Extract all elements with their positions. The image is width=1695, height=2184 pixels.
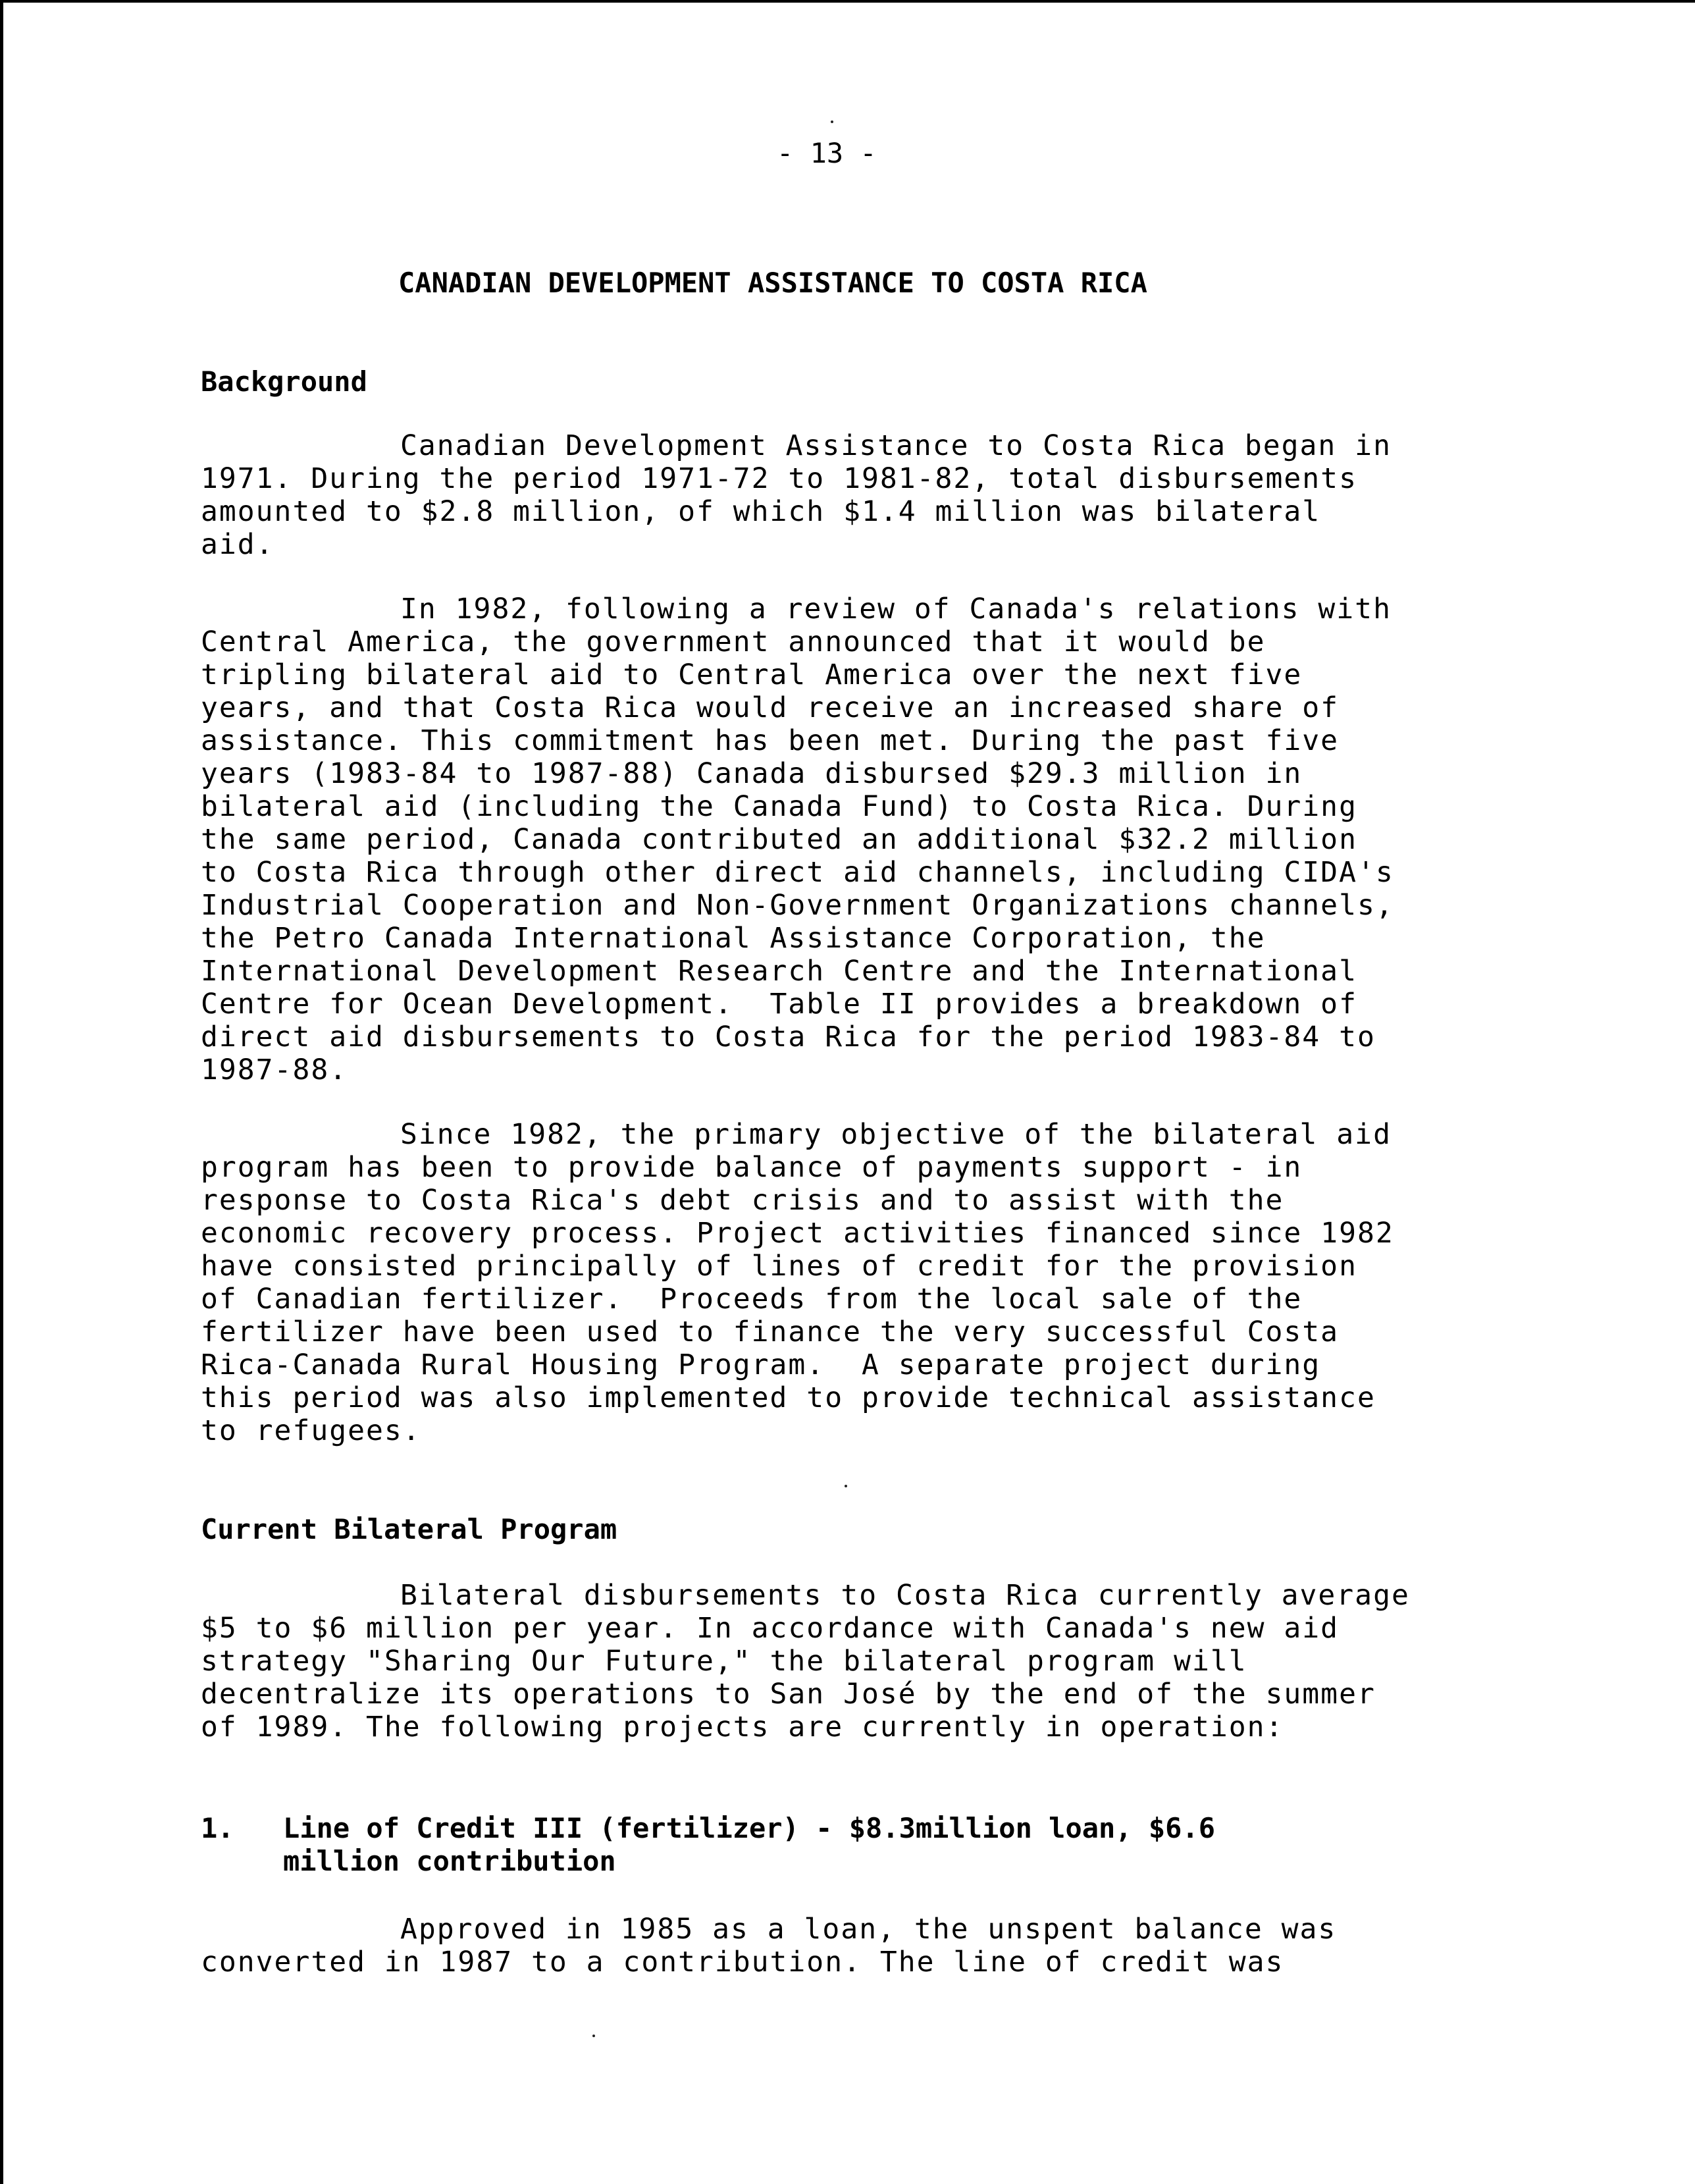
scan-speck — [592, 2035, 595, 2037]
paragraph-line: the Petro Canada International Assistance Corporation, the — [201, 922, 1266, 955]
paragraph-line: response to Costa Rica's debt crisis and to assist with the — [201, 1184, 1284, 1217]
item-title-line: million contribution — [283, 1845, 616, 1877]
paragraph-line: of Canadian fertilizer. Proceeds from the local sale of the — [201, 1283, 1303, 1316]
paragraph-line: this period was also implemented to provide technical assistance — [201, 1381, 1376, 1414]
paragraph-line: 1971. During the period 1971-72 to 1981-82, total disbursements — [201, 462, 1357, 495]
paragraph-line: fertilizer have been used to finance the very successful Costa — [201, 1316, 1340, 1348]
paragraph-line: economic recovery process. Project activities financed since 1982 — [201, 1217, 1394, 1250]
paragraph-line: Approved in 1985 as a loan, the unspent balance was — [400, 1913, 1337, 1946]
paragraph-line: of 1989. The following projects are currently in operation: — [201, 1711, 1284, 1744]
paragraph-line: aid. — [201, 528, 274, 561]
document-title: CANADIAN DEVELOPMENT ASSISTANCE TO COSTA RICA — [398, 267, 1147, 299]
paragraph-line: strategy "Sharing Our Future," the bilateral program will — [201, 1645, 1247, 1678]
paragraph-line: have consisted principally of lines of credit for the provision — [201, 1250, 1357, 1283]
page-number: - 13 - — [777, 137, 877, 169]
paragraph-line: direct aid disbursements to Costa Rica for the period 1983-84 to — [201, 1021, 1376, 1053]
paragraph-line: Rica-Canada Rural Housing Program. A separate project during — [201, 1348, 1321, 1381]
paragraph-line: the same period, Canada contributed an additional $32.2 million — [201, 823, 1357, 856]
paragraph-line: decentralize its operations to San José by the end of the summer — [201, 1678, 1376, 1711]
paragraph-line: to Costa Rica through other direct aid channels, including CIDA's — [201, 856, 1394, 889]
paragraph-line: amounted to $2.8 million, of which $1.4 million was bilateral — [201, 495, 1321, 528]
paragraph-line: program has been to provide balance of payments support - in — [201, 1151, 1303, 1184]
paragraph-line: 1987-88. — [201, 1053, 348, 1086]
item-title-line: Line of Credit III (fertilizer) - $8.3million loan, $6.6 — [283, 1812, 1216, 1844]
scan-speck — [831, 120, 833, 123]
paragraph-line: Central America, the government announced that it would be — [201, 626, 1266, 658]
paragraph-line: tripling bilateral aid to Central America over the next five — [201, 658, 1303, 691]
paragraph-line: Canadian Development Assistance to Costa Rica began in — [400, 429, 1392, 462]
paragraph-line: In 1982, following a review of Canada's relations with — [400, 593, 1392, 626]
scan-border-top — [0, 0, 1695, 3]
paragraph-line: years (1983-84 to 1987-88) Canada disbursed $29.3 million in — [201, 757, 1303, 790]
scan-speck — [845, 1485, 847, 1487]
paragraph-line: International Development Research Centre and the International — [201, 955, 1357, 988]
paragraph-line: assistance. This commitment has been met. During the past five — [201, 724, 1340, 757]
section-heading-current-program: Current Bilateral Program — [201, 1513, 617, 1545]
paragraph-line: Since 1982, the primary objective of the bilateral aid — [400, 1118, 1392, 1151]
paragraph-line: bilateral aid (including the Canada Fund) to Costa Rica. During — [201, 790, 1357, 823]
paragraph-line: $5 to $6 million per year. In accordance with Canada's new aid — [201, 1612, 1340, 1645]
paragraph-line: Bilateral disbursements to Costa Rica currently average — [400, 1579, 1410, 1612]
scan-border-left — [0, 0, 3, 2184]
item-number: 1. — [201, 1812, 234, 1844]
paragraph-line: years, and that Costa Rica would receive an increased share of — [201, 691, 1340, 724]
paragraph-line: Centre for Ocean Development. Table II provides a breakdown of — [201, 988, 1357, 1021]
paragraph-line: to refugees. — [201, 1414, 421, 1447]
paragraph-line: Industrial Cooperation and Non-Government Organizations channels, — [201, 889, 1394, 922]
section-heading-background: Background — [201, 365, 367, 398]
paragraph-line: converted in 1987 to a contribution. The line of credit was — [201, 1946, 1284, 1979]
